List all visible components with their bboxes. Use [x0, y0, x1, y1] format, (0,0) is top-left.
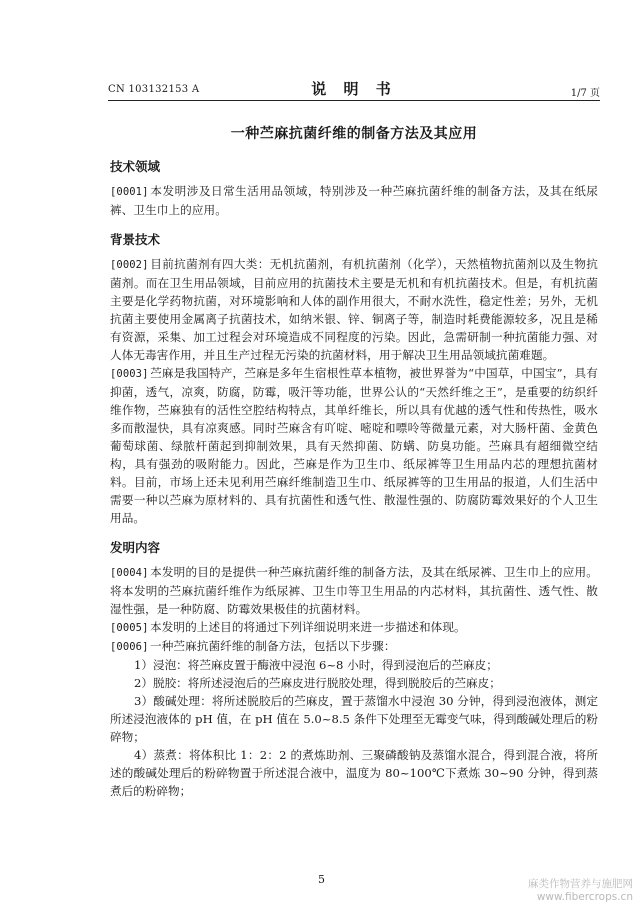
paragraph-0005 [110, 618, 598, 637]
section-heading: 发明内容 [110, 540, 161, 555]
document-body [110, 158, 598, 800]
paragraph-0003 [110, 364, 598, 527]
step-text: 4）蒸煮：将体积比 1：2：2 的煮炼助剂、三聚磷酸钠及蒸馏水混合，得到混合液，将所述的酸碱处理后的粉碎物置于所述混合液中，温度为 80~100℃下煮炼 30~90 分钟，得到蒸煮后的粉碎物； [110, 748, 598, 798]
paragraph-text: 苎麻是我国特产，苎麻是多年生宿根性草本植物，被世界誉为“中国草，中国宝”，具有抑菌，透气，凉爽，防腐，防霉，吸汗等功能，世界公认的“天然纤维之王”，是重要的纺织纤维作物，苎麻独有的活性空腔结构特点，其单纤维长，所以具有优越的透气性和传热性，吸水多而散湿快，具有凉爽感。同时苎麻含有吖啶、嘧啶和嘌呤等微量元素，对大肠杆菌、金黄色葡萄球菌、绿脓杆菌起到抑制效果，具有天然抑菌、防螨、防臭功能。苎麻具有超细微空结构，具有强劲的吸附能力。因此，苎麻是作为卫生巾、纸尿裤等卫生用品内芯的理想抗菌材料。目前，市场上还未见利用苎麻纤维制造卫生巾、纸尿裤等的卫生用品的报道，人们生活中需要一种以苎麻为原材料的、具有抗菌性和透气性、散湿性强的、防腐防霉效果好的个人卫生用品。 [110, 366, 598, 525]
paragraph-0006 [110, 637, 598, 656]
paragraph-text: 本发明涉及日常生活用品领域，特别涉及一种苎麻抗菌纤维的制备方法，及其在纸尿裤、卫生巾上的应用。 [110, 184, 598, 217]
watermark-url: www.fibercrops.cn [536, 891, 633, 903]
document-type: 说 明 书 [311, 80, 397, 98]
paragraph-number: [0001] [110, 186, 149, 198]
step-text: 2）脱胶：将所述浸泡后的苎麻皮进行脱胶处理，得到脱胶后的苎麻皮； [134, 676, 501, 690]
section-heading: 技术领域 [110, 159, 161, 174]
paragraph-text: 一种苎麻抗菌纤维的制备方法，包括以下步骤： [150, 639, 396, 653]
page-number: 5 [318, 873, 325, 886]
paragraph-number: [0006] [110, 641, 149, 653]
paragraph-text: 本发明的上述目的将通过下列详细说明来进一步描述和体现。 [150, 620, 466, 634]
step-text: 3）酸碱处理：将所述脱胶后的苎麻皮，置于蒸馏水中浸泡 30 分钟，得到浸泡液体，测定所述浸泡液体的 pH 值，在 pH 值在 5.0~8.5 条件下处理至无霉变气味，得到酸碱处理后的粉碎物； [110, 694, 598, 744]
paragraph-text: 本发明的目的是提供一种苎麻抗菌纤维的制备方法，及其在纸尿裤、卫生巾上的应用。将本发明的苎麻抗菌纤维作为纸尿裤、卫生巾等卫生用品的内芯材料，其抗菌性、透气性、散湿性强，是一种防腐、防霉效果极佳的抗菌材料。 [110, 565, 598, 616]
step-text: 1）浸泡：将苎麻皮置于酶液中浸泡 6~8 小时，得到浸泡后的苎麻皮； [134, 658, 498, 672]
page-counter: 1/7 页 [570, 88, 600, 99]
paragraph-0002 [110, 255, 598, 364]
section-background [110, 231, 598, 527]
step-4-cooking [110, 746, 598, 800]
section-heading: 背景技术 [110, 232, 161, 247]
paragraph-number: [0003] [110, 368, 149, 380]
section-invention-content [110, 539, 598, 800]
page-header [108, 78, 600, 100]
paragraph-0001 [110, 182, 598, 219]
section-technical-field [110, 158, 598, 219]
step-1-soaking [110, 656, 598, 674]
step-3-acid-base-treatment [110, 692, 598, 746]
paragraph-number: [0002] [110, 259, 149, 271]
publication-number: CN 103132153 A [108, 84, 200, 95]
paragraph-0004 [110, 563, 598, 618]
step-2-degumming [110, 674, 598, 692]
site-watermark [528, 878, 633, 904]
paragraph-text: 目前抗菌剂有四大类：无机抗菌剂，有机抗菌剂（化学），天然植物抗菌剂以及生物抗菌剂。而在卫生用品领域，目前应用的抗菌技术主要是无机和有机抗菌技术。但是，有机抗菌主要是化学药物抗菌，对环境影响和人体的副作用很大，不耐水洗性，稳定性差；另外，无机抗菌主要使用金属离子抗菌技术，如纳米银、锌、铜离子等，制造时耗费能源较多，况且是稀有资源，采集、加工过程会对环境造成不同程度的污染。因此，急需研制一种抗菌能力强、对人体无毒害作用，并且生产过程无污染的抗菌材料，用于解决卫生用品领域抗菌难题。 [110, 257, 598, 362]
document-title: 一种苎麻抗菌纤维的制备方法及其应用 [230, 126, 478, 142]
paragraph-number: [0005] [110, 622, 149, 634]
header-divider [108, 100, 600, 101]
watermark-name: 麻类作物营养与施肥网 [528, 878, 633, 890]
paragraph-number: [0004] [110, 567, 149, 579]
